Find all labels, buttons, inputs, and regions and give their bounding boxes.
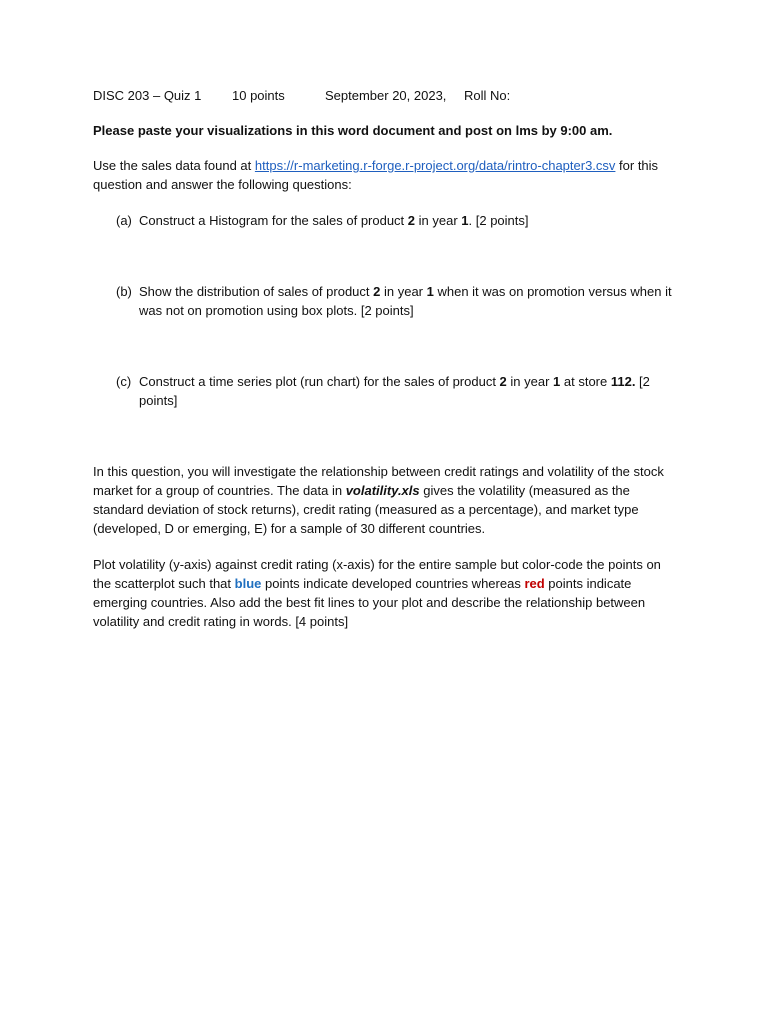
question-c-part: Construct a time series plot (run chart) for the sales of product bbox=[139, 374, 500, 389]
volatility-intro-part: gives the volatility (measured as the standard deviation of stock returns), credit rating (measured as a percentage), and market type (developed, D or emerging, E) for a sample of 30 different countries. bbox=[93, 483, 639, 536]
year-number: 1 bbox=[426, 284, 434, 299]
points-label: 10 points bbox=[232, 88, 285, 103]
question-b-text bbox=[139, 284, 672, 318]
question-b-label: (b) bbox=[116, 284, 132, 299]
volatility-task-part: Plot volatility (y-axis) against credit rating (x-axis) for the entire sample but color-code the points on the scatterplot such that bbox=[93, 557, 661, 591]
question-a bbox=[93, 211, 673, 230]
question-b-part: when it was on promotion versus when it was not on promotion using box plots. [2 points] bbox=[139, 284, 672, 318]
question-a-part: in year bbox=[415, 213, 462, 228]
volatility-task-paragraph bbox=[93, 555, 673, 631]
question-c-part: in year bbox=[506, 374, 554, 389]
question-b-part: Show the distribution of sales of product bbox=[139, 284, 374, 299]
question-a-part: . [2 points] bbox=[468, 213, 529, 228]
question-a-part: Construct a Histogram for the sales of product bbox=[139, 213, 408, 228]
question-c-part: at store bbox=[560, 374, 611, 389]
data-link[interactable]: https://r-marketing.r-forge.r-project.org/data/rintro-chapter3.csv bbox=[254, 158, 616, 173]
volatility-task-part: points indicate emerging countries. Also add the best fit lines to your plot and describe the relationship between volatility and credit rating in words. [4 points] bbox=[93, 576, 646, 629]
quiz-header bbox=[93, 86, 673, 105]
question-c bbox=[93, 372, 673, 410]
product-number: 2 bbox=[407, 213, 416, 228]
document-body bbox=[93, 86, 673, 631]
question-c-part: [2 points] bbox=[139, 374, 650, 408]
roll-number-label: Roll No: bbox=[464, 88, 511, 103]
year-number: 1 bbox=[461, 213, 469, 228]
question-a-label: (a) bbox=[116, 213, 132, 228]
year-number: 1 bbox=[553, 374, 561, 389]
question-a-text bbox=[139, 213, 529, 228]
volatility-task-part: points indicate developed countries whereas bbox=[261, 576, 525, 591]
question-b bbox=[93, 282, 673, 320]
product-number: 2 bbox=[499, 374, 507, 389]
product-number: 2 bbox=[373, 284, 381, 299]
question-c-label: (c) bbox=[116, 374, 132, 389]
intro-text-before: Use the sales data found at bbox=[93, 158, 255, 173]
question-b-part: in year bbox=[380, 284, 427, 299]
intro-text-after: for this question and answer the following questions: bbox=[93, 158, 659, 192]
blue-keyword: blue bbox=[234, 576, 262, 591]
volatility-intro-paragraph bbox=[93, 462, 673, 538]
question-c-text bbox=[139, 374, 650, 408]
course-title: DISC 203 – Quiz 1 bbox=[93, 88, 202, 103]
data-file-name: volatility.xls bbox=[345, 483, 420, 498]
quiz-date: September 20, 2023, bbox=[325, 88, 447, 103]
red-keyword: red bbox=[524, 576, 545, 591]
volatility-intro-part: In this question, you will investigate the relationship between credit ratings and volatility of the stock market for a group of countries. The data in bbox=[93, 464, 664, 498]
intro-paragraph bbox=[93, 156, 673, 194]
submission-instruction: Please paste your visualizations in this word document and post on lms by 9:00 am. bbox=[93, 123, 613, 138]
store-number: 112. bbox=[610, 374, 636, 389]
